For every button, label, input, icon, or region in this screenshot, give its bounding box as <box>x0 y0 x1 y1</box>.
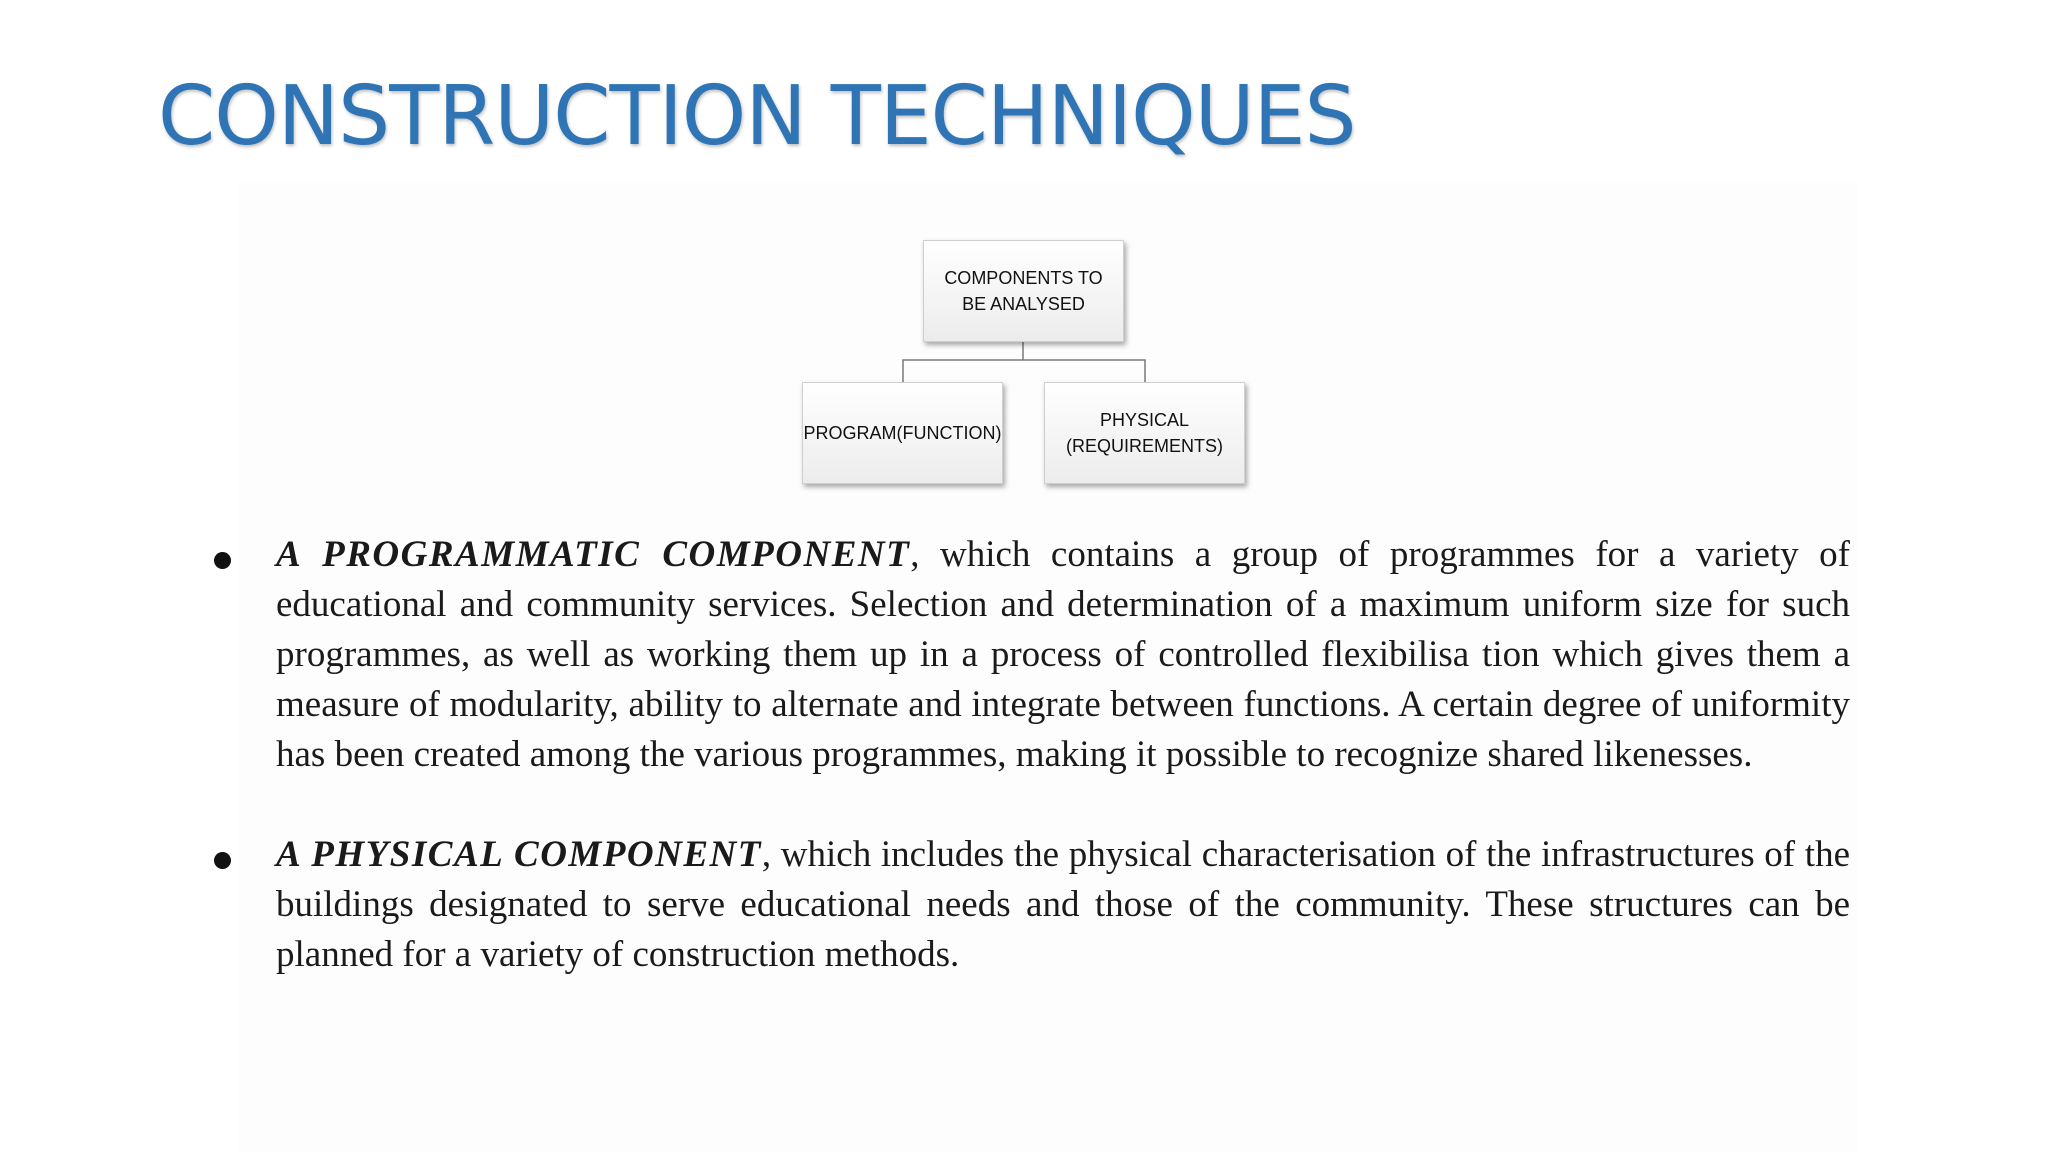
bullet-list <box>210 530 1850 980</box>
bullet-lead: A PHYSICAL COMPONENT <box>276 834 762 875</box>
bullet-text: , which includes the physical characterisation of the infrastructures of the buildings designated to serve educational needs and those of the community. These structures can be planned for a variety of construction methods. <box>276 834 1850 975</box>
diagram-node-program: PROGRAM(FUNCTION) <box>802 382 1003 484</box>
diagram-node-physical: PHYSICAL (REQUIREMENTS) <box>1044 382 1245 484</box>
diagram-root-node: COMPONENTS TO BE ANALYSED <box>923 240 1124 342</box>
bullet-lead: A PROGRAMMATIC COMPONENT <box>276 534 911 575</box>
bullet-text: , which contains a group of programmes for a variety of educational and community services. Selection and determination of a maximum uniform size for such programmes, as well as working them up in a process of controlled flexibilisa tion which gives them a measure of modularity, ability to alternate and integrate between functions. A certain degree of uniformity has been created among the various programmes, making it possible to recognize shared likenesses. <box>276 534 1850 775</box>
bullet-dot-icon <box>214 552 231 569</box>
bullet-dot-icon <box>214 852 231 869</box>
slide-title: CONSTRUCTION TECHNIQUES <box>158 69 1356 164</box>
bullet-item-programmatic <box>210 530 1850 780</box>
bullet-item-physical <box>210 830 1850 980</box>
